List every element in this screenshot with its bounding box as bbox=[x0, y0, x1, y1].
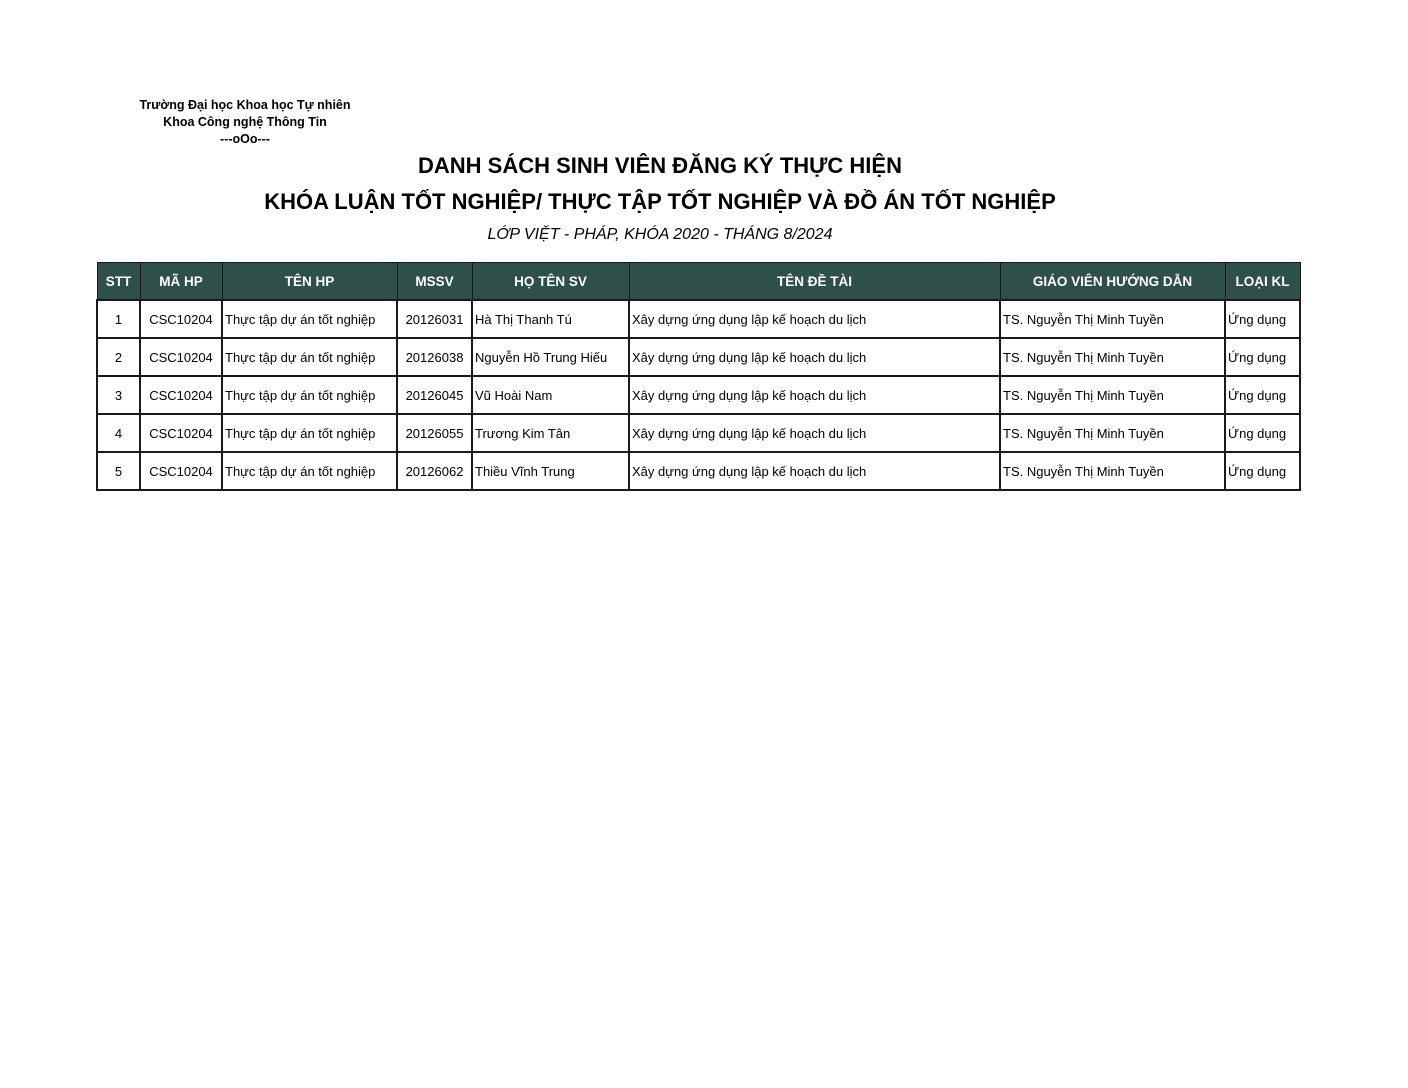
cell-student-id: 20126045 bbox=[397, 376, 472, 414]
cell-student-id: 20126031 bbox=[397, 300, 472, 338]
cell-thesis-type: Ứng dụng bbox=[1225, 376, 1300, 414]
table-row bbox=[97, 414, 1300, 452]
cell-student-id: 20126038 bbox=[397, 338, 472, 376]
ornament-divider: ---oOo--- bbox=[220, 132, 270, 146]
column-header-course-code: MÃ HP bbox=[140, 263, 222, 301]
cell-course-code: CSC10204 bbox=[140, 300, 222, 338]
document-subtitle: LỚP VIỆT - PHÁP, KHÓA 2020 - THÁNG 8/2024 bbox=[487, 226, 833, 243]
cell-stt: 1 bbox=[97, 300, 140, 338]
cell-stt: 4 bbox=[97, 414, 140, 452]
cell-thesis-title: Xây dựng ứng dụng lập kế hoạch du lịch bbox=[629, 338, 1000, 376]
cell-supervisor: TS. Nguyễn Thị Minh Tuyền bbox=[1000, 414, 1225, 452]
column-header-stt: STT bbox=[97, 263, 140, 301]
cell-thesis-title: Xây dựng ứng dụng lập kế hoạch du lịch bbox=[629, 452, 1000, 490]
cell-student-name: Trương Kim Tân bbox=[472, 414, 629, 452]
cell-stt: 5 bbox=[97, 452, 140, 490]
cell-student-id: 20126055 bbox=[397, 414, 472, 452]
cell-thesis-type: Ứng dụng bbox=[1225, 414, 1300, 452]
cell-stt: 2 bbox=[97, 338, 140, 376]
organization-header bbox=[120, 97, 370, 148]
university-name: Trường Đại học Khoa học Tự nhiên bbox=[139, 98, 351, 112]
cell-supervisor: TS. Nguyễn Thị Minh Tuyền bbox=[1000, 338, 1225, 376]
table-row bbox=[97, 376, 1300, 414]
column-header-thesis-title: TÊN ĐỀ TÀI bbox=[629, 263, 1000, 301]
cell-student-name: Thiều Vĩnh Trung bbox=[472, 452, 629, 490]
column-header-student-id: MSSV bbox=[397, 263, 472, 301]
cell-thesis-title: Xây dựng ứng dụng lập kế hoạch du lịch bbox=[629, 414, 1000, 452]
cell-student-name: Vũ Hoài Nam bbox=[472, 376, 629, 414]
cell-course-name: Thực tập dự án tốt nghiệp bbox=[222, 452, 397, 490]
cell-student-name: Hà Thị Thanh Tú bbox=[472, 300, 629, 338]
cell-course-name: Thực tập dự án tốt nghiệp bbox=[222, 414, 397, 452]
column-header-thesis-type: LOẠI KL bbox=[1225, 263, 1300, 301]
cell-supervisor: TS. Nguyễn Thị Minh Tuyền bbox=[1000, 300, 1225, 338]
table-header-row bbox=[97, 263, 1300, 301]
column-header-supervisor: GIÁO VIÊN HƯỚNG DẪN bbox=[1000, 263, 1225, 301]
cell-thesis-title: Xây dựng ứng dụng lập kế hoạch du lịch bbox=[629, 376, 1000, 414]
faculty-name: Khoa Công nghệ Thông Tin bbox=[163, 115, 327, 129]
cell-supervisor: TS. Nguyễn Thị Minh Tuyền bbox=[1000, 376, 1225, 414]
cell-course-code: CSC10204 bbox=[140, 376, 222, 414]
column-header-student-name: HỌ TÊN SV bbox=[472, 263, 629, 301]
cell-thesis-type: Ứng dụng bbox=[1225, 338, 1300, 376]
cell-thesis-type: Ứng dụng bbox=[1225, 452, 1300, 490]
document-title-line1: DANH SÁCH SINH VIÊN ĐĂNG KÝ THỰC HIỆN bbox=[418, 153, 902, 178]
cell-course-code: CSC10204 bbox=[140, 414, 222, 452]
cell-student-name: Nguyễn Hồ Trung Hiếu bbox=[472, 338, 629, 376]
table-row bbox=[97, 300, 1300, 338]
cell-course-name: Thực tập dự án tốt nghiệp bbox=[222, 300, 397, 338]
cell-stt: 3 bbox=[97, 376, 140, 414]
cell-course-code: CSC10204 bbox=[140, 338, 222, 376]
cell-student-id: 20126062 bbox=[397, 452, 472, 490]
cell-supervisor: TS. Nguyễn Thị Minh Tuyền bbox=[1000, 452, 1225, 490]
student-list-table bbox=[96, 262, 1301, 491]
cell-course-name: Thực tập dự án tốt nghiệp bbox=[222, 338, 397, 376]
cell-thesis-type: Ứng dụng bbox=[1225, 300, 1300, 338]
table-row bbox=[97, 452, 1300, 490]
document-title-line2: KHÓA LUẬN TỐT NGHIỆP/ THỰC TẬP TỐT NGHIỆP VÀ ĐỒ ÁN TỐT NGHIỆP bbox=[264, 189, 1056, 214]
column-header-course-name: TÊN HP bbox=[222, 263, 397, 301]
cell-course-code: CSC10204 bbox=[140, 452, 222, 490]
table-row bbox=[97, 338, 1300, 376]
cell-thesis-title: Xây dựng ứng dụng lập kế hoạch du lịch bbox=[629, 300, 1000, 338]
cell-course-name: Thực tập dự án tốt nghiệp bbox=[222, 376, 397, 414]
